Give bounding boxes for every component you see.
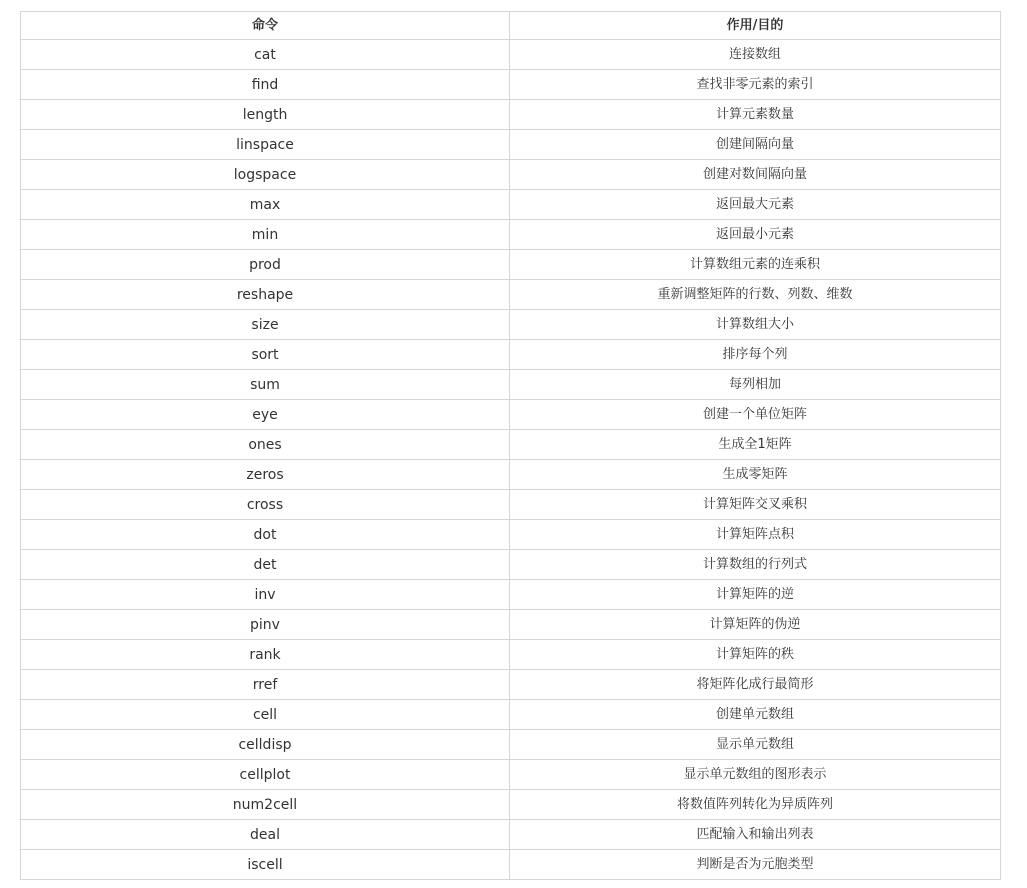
command-cell: max	[21, 190, 510, 220]
table-row	[21, 370, 1001, 400]
command-cell: rank	[21, 640, 510, 670]
table-row	[21, 790, 1001, 820]
purpose-cell: 计算数组元素的连乘积	[510, 250, 1001, 280]
table-row	[21, 130, 1001, 160]
command-cell: cross	[21, 490, 510, 520]
table-row	[21, 460, 1001, 490]
purpose-cell: 创建一个单位矩阵	[510, 400, 1001, 430]
command-cell: dot	[21, 520, 510, 550]
purpose-cell: 生成零矩阵	[510, 460, 1001, 490]
table-row	[21, 160, 1001, 190]
header-row	[21, 12, 1001, 40]
purpose-cell: 查找非零元素的索引	[510, 70, 1001, 100]
command-cell: sum	[21, 370, 510, 400]
command-cell: rref	[21, 670, 510, 700]
table-row	[21, 430, 1001, 460]
purpose-cell: 每列相加	[510, 370, 1001, 400]
command-cell: det	[21, 550, 510, 580]
table-row	[21, 550, 1001, 580]
command-cell: cellplot	[21, 760, 510, 790]
command-cell: min	[21, 220, 510, 250]
purpose-cell: 返回最小元素	[510, 220, 1001, 250]
command-cell: logspace	[21, 160, 510, 190]
table-row	[21, 400, 1001, 430]
purpose-cell: 计算数组的行列式	[510, 550, 1001, 580]
command-cell: iscell	[21, 850, 510, 880]
table-row	[21, 610, 1001, 640]
purpose-cell: 将矩阵化成行最简形	[510, 670, 1001, 700]
purpose-cell: 计算矩阵点积	[510, 520, 1001, 550]
command-cell: length	[21, 100, 510, 130]
purpose-cell: 判断是否为元胞类型	[510, 850, 1001, 880]
command-cell: cat	[21, 40, 510, 70]
table-row	[21, 220, 1001, 250]
column-header-command: 命令	[21, 12, 510, 40]
purpose-cell: 计算矩阵交叉乘积	[510, 490, 1001, 520]
command-cell: celldisp	[21, 730, 510, 760]
purpose-cell: 生成全1矩阵	[510, 430, 1001, 460]
table-row	[21, 640, 1001, 670]
table-row	[21, 760, 1001, 790]
table-row	[21, 700, 1001, 730]
purpose-cell: 将数值阵列转化为异质阵列	[510, 790, 1001, 820]
command-table	[20, 11, 1001, 880]
purpose-cell: 显示单元数组	[510, 730, 1001, 760]
table-row	[21, 100, 1001, 130]
command-cell: inv	[21, 580, 510, 610]
purpose-cell: 匹配输入和输出列表	[510, 820, 1001, 850]
purpose-cell: 计算元素数量	[510, 100, 1001, 130]
command-cell: eye	[21, 400, 510, 430]
table-row	[21, 40, 1001, 70]
command-cell: sort	[21, 340, 510, 370]
command-cell: pinv	[21, 610, 510, 640]
table-row	[21, 820, 1001, 850]
purpose-cell: 连接数组	[510, 40, 1001, 70]
purpose-cell: 创建单元数组	[510, 700, 1001, 730]
table-row	[21, 520, 1001, 550]
command-cell: num2cell	[21, 790, 510, 820]
purpose-cell: 计算数组大小	[510, 310, 1001, 340]
table-row	[21, 70, 1001, 100]
table-row	[21, 280, 1001, 310]
purpose-cell: 重新调整矩阵的行数、列数、维数	[510, 280, 1001, 310]
command-cell: cell	[21, 700, 510, 730]
table-body	[21, 40, 1001, 880]
purpose-cell: 排序每个列	[510, 340, 1001, 370]
table-row	[21, 730, 1001, 760]
table-row	[21, 670, 1001, 700]
column-header-purpose: 作用/目的	[510, 12, 1001, 40]
table-row	[21, 580, 1001, 610]
command-cell: prod	[21, 250, 510, 280]
command-cell: find	[21, 70, 510, 100]
command-cell: reshape	[21, 280, 510, 310]
command-cell: size	[21, 310, 510, 340]
command-cell: ones	[21, 430, 510, 460]
command-cell: zeros	[21, 460, 510, 490]
table-header	[21, 12, 1001, 40]
table-row	[21, 190, 1001, 220]
purpose-cell: 计算矩阵的秩	[510, 640, 1001, 670]
purpose-cell: 创建对数间隔向量	[510, 160, 1001, 190]
command-cell: linspace	[21, 130, 510, 160]
table-row	[21, 340, 1001, 370]
purpose-cell: 计算矩阵的逆	[510, 580, 1001, 610]
purpose-cell: 创建间隔向量	[510, 130, 1001, 160]
command-cell: deal	[21, 820, 510, 850]
table-row	[21, 310, 1001, 340]
table-row	[21, 850, 1001, 880]
purpose-cell: 计算矩阵的伪逆	[510, 610, 1001, 640]
table-row	[21, 250, 1001, 280]
purpose-cell: 返回最大元素	[510, 190, 1001, 220]
table-row	[21, 490, 1001, 520]
purpose-cell: 显示单元数组的图形表示	[510, 760, 1001, 790]
